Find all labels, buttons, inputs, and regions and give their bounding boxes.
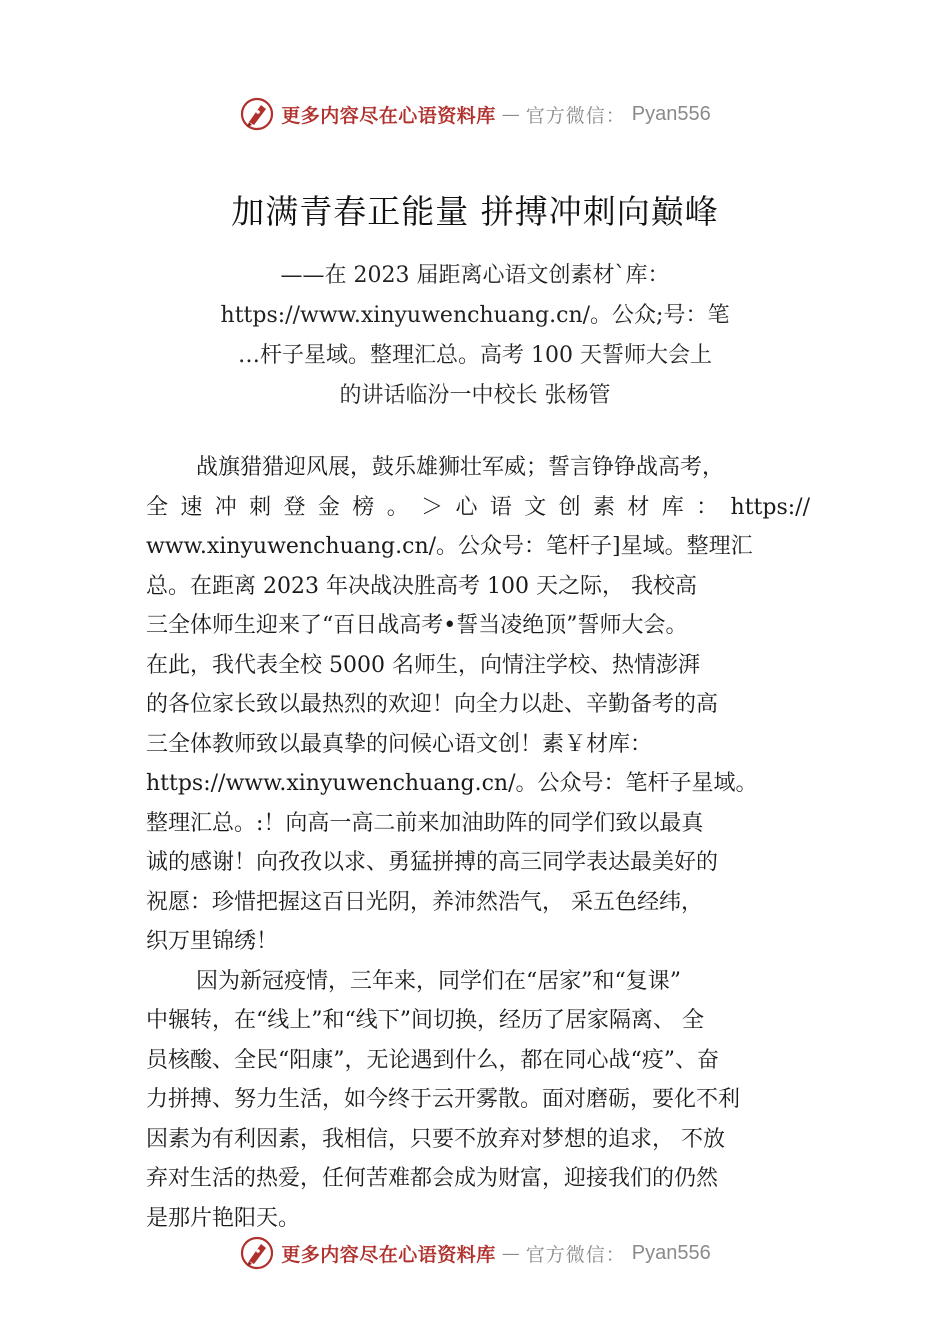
banner-wechat-id: Pyan556 [631,1241,711,1264]
paragraph-1-line: https://www.xinyuwenchuang.cn/。公众号：笔杆子星域。 [146,771,758,796]
banner-wechat-label: 官方微信： [525,104,626,127]
paragraph-1-line: 在此，我代表全校 5000 名师生，向情注学校、热情澎湃 [146,652,700,678]
document-body [146,448,810,1238]
banner-dash: — [501,1242,520,1264]
document-title: 加满青春正能量 拼搏冲刺向巅峰 [231,192,719,231]
subtitle-line: 的讲话临汾一中校长 张杨管 [339,383,611,408]
paragraph-1-line: 全速冲刺登金榜。＞心语文创素材库：https:// [146,494,810,520]
paragraph-1-line: 战旗猎猎迎风展，鼓乐雄狮壮军威；誓言铮铮战高考， [196,455,725,480]
subtitle-line: https://www.xinyuwenchuang.cn/。公众;号：笔 [220,303,730,328]
paragraph-2-line: 因为新冠疫情，三年来，同学们在“居家”和“复课” [196,968,681,994]
header-banner [0,94,950,134]
banner-dash: — [501,103,520,125]
footer-banner [0,1233,950,1273]
paragraph-2-line: 因素为有利因素，我相信，只要不放弃对梦想的追求， 不放 [146,1126,725,1152]
pen-nib-logo-icon [239,1235,275,1271]
paragraph-1-line: 三全体教师致以最真挚的问候心语文创！素￥材库： [146,731,653,757]
paragraph-2-line: 力拼搏、努力生活，如今终于云开雾散。面对磨砺，要化不利 [146,1087,741,1112]
paragraph-1-line: 总。在距离 2023 年决战决胜高考 100 天之际， 我校高 [146,573,697,599]
paragraph-2-line: 是那片艳阳天。 [146,1205,301,1231]
banner-wechat-label: 官方微信： [525,1243,626,1266]
document-subtitle [140,256,810,416]
paragraph-1-line: 诚的感谢！向孜孜以求、勇猛拼搏的高三同学表达最美好的 [146,850,719,875]
banner-brand-text: 更多内容尽在心语资料库 [281,104,496,127]
pen-nib-logo-icon [239,96,275,132]
paragraph-1-line: 的各位家长致以最热烈的欢迎！向全力以赴、辛勤备考的高 [146,692,719,717]
paragraph-2-line: 弃对生活的热爱，任何苦难都会成为财富，迎接我们的仍然 [146,1166,719,1191]
paragraph-2-line: 中辗转，在“线上”和“线下”间切换，经历了居家隔离、 全 [146,1008,704,1033]
subtitle-line: …杆子星域。整理汇总。高考 100 天誓师大会上 [238,343,712,368]
banner-brand-text: 更多内容尽在心语资料库 [281,1243,496,1266]
paragraph-1-line: 织万里锦绣！ [146,929,279,954]
paragraph-1-line: www.xinyuwenchuang.cn/。公众号：笔杆子]星域。整理汇 [146,534,753,559]
subtitle-line: ——在 2023 届距离心语文创素材`库： [280,263,670,288]
banner-wechat-id: Pyan556 [631,102,711,125]
paragraph-1-line: 三全体师生迎来了“百日战高考•誓当凌绝顶”誓师大会。 [146,613,688,638]
paragraph-1-line: 祝愿：珍惜把握这百日光阴，养沛然浩气， 采五色经纬， [146,889,703,915]
paragraph-2-line: 员核酸、全民“阳康”，无论遇到什么，都在同心战“疫”、奋 [146,1047,719,1073]
paragraph-1-line: 整理汇总。:！向高一高二前来加油助阵的同学们致以最真 [146,810,704,836]
